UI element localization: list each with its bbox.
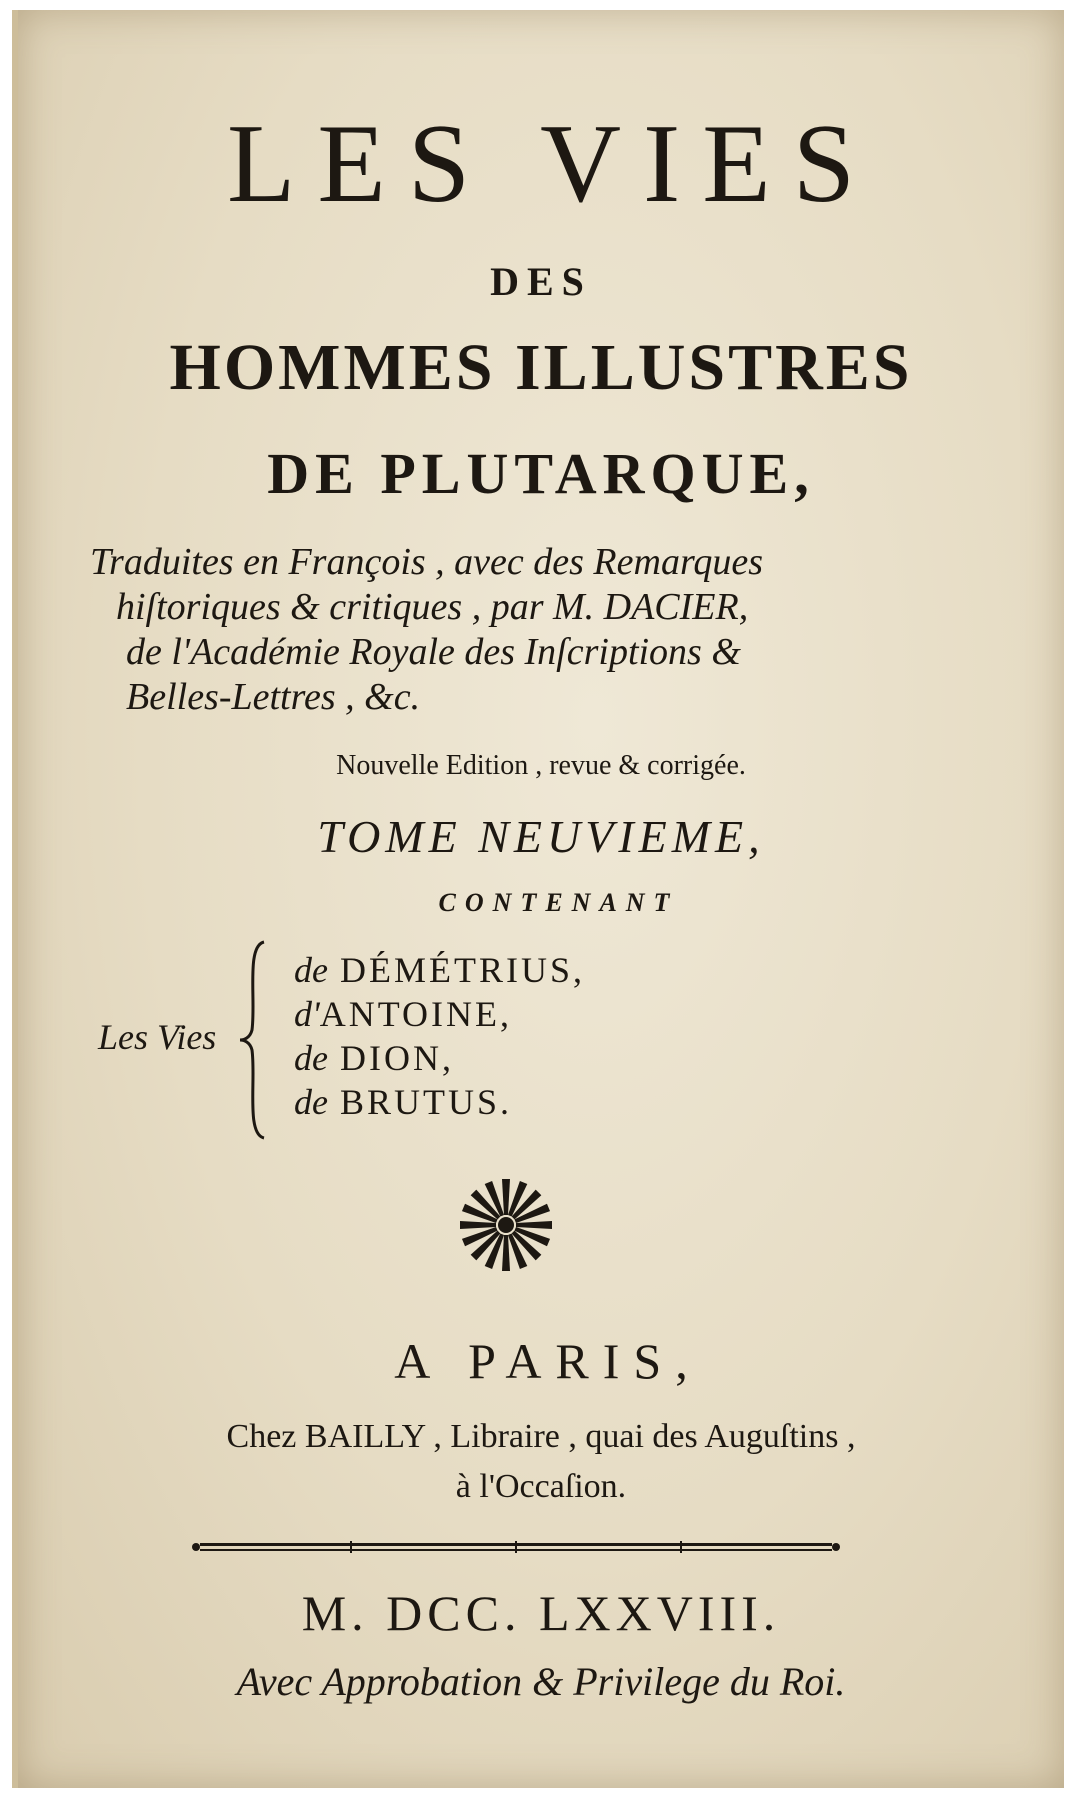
list-item: de DION, <box>294 1038 454 1078</box>
fleuron-ornament-icon <box>456 1175 556 1275</box>
translation-note <box>90 540 950 720</box>
publisher-line: Chez BAILLY , Libraire , quai des Auguſtins , <box>226 1418 856 1455</box>
translation-note-line: Belles-Lettres , &c. <box>126 676 421 718</box>
book-title: LES VIES <box>227 102 877 226</box>
translation-note-line: hiſtoriques & critiques , par M. DACIER, <box>116 586 749 628</box>
edition-note: Nouvelle Edition , revue & corrigée. <box>336 750 746 781</box>
list-item: de BRUTUS. <box>294 1082 513 1122</box>
list-item: d'ANTOINE, <box>294 994 513 1034</box>
title-des: DES <box>490 259 592 304</box>
lives-label: Les Vies <box>98 1017 217 1057</box>
title-hommes-illustres: HOMMES ILLUSTRES <box>169 331 913 404</box>
publication-year: M. DCC. LXXVIII. <box>301 1585 781 1641</box>
title-page <box>12 10 1064 1788</box>
decorative-rule <box>190 1538 842 1556</box>
translation-note-line: de l'Académie Royale des Inſcriptions & <box>126 631 741 673</box>
imprint-place: A PARIS, <box>394 1333 702 1389</box>
publisher-location: à l'Occaſion. <box>455 1468 627 1505</box>
title-de-plutarque: DE PLUTARQUE, <box>267 441 815 506</box>
contents-heading: CONTENANT <box>438 888 679 917</box>
lives-list <box>294 948 585 1124</box>
royal-privilege: Avec Approbation & Privilege du Roi. <box>236 1659 846 1704</box>
volume-number: TOME NEUVIEME, <box>317 811 765 862</box>
translation-note-line: Traduites en François , avec des Remarques <box>90 541 763 583</box>
curly-brace-icon <box>238 940 268 1140</box>
list-item: de DÉMÉTRIUS, <box>294 950 585 990</box>
